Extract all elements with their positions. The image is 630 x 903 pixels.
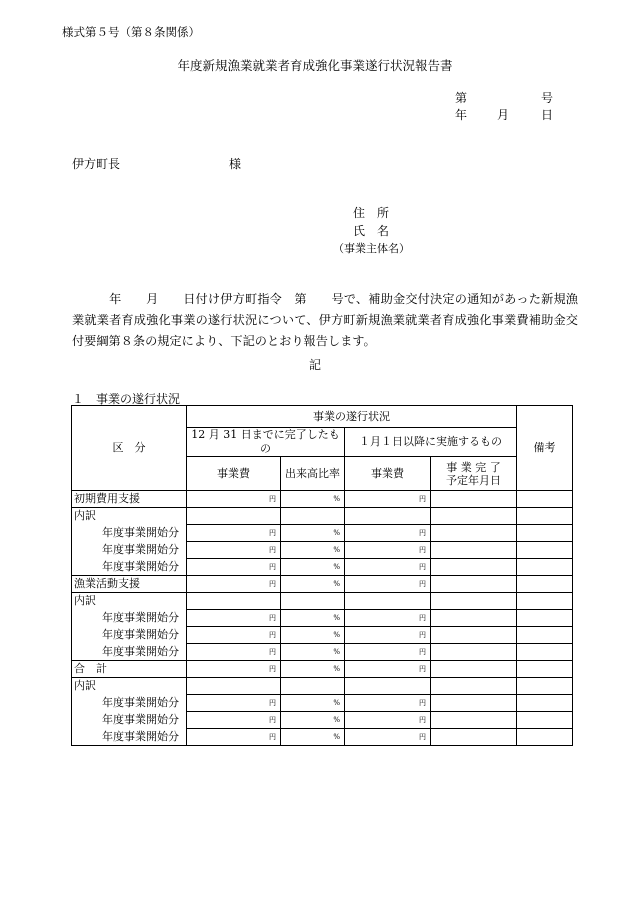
blank-cell xyxy=(517,508,573,525)
item-label: 年度事業開始分 xyxy=(72,559,187,576)
cost2-cell: 円 xyxy=(345,542,431,559)
blank-cell xyxy=(431,508,517,525)
blank-cell xyxy=(517,678,573,695)
item-label: 年度事業開始分 xyxy=(72,729,187,746)
doc-number-dai: 第 xyxy=(455,91,468,105)
applicant-address-label: 住 所 xyxy=(353,206,390,220)
remarks-cell xyxy=(517,627,573,644)
col-completion: 事 業 完 了 予定年月日 xyxy=(431,457,517,491)
table-row xyxy=(72,593,573,610)
table-row xyxy=(72,627,573,644)
form-number: 様式第５号（第８条関係） xyxy=(62,25,200,39)
remarks-cell xyxy=(517,525,573,542)
cost-cell: 円 xyxy=(187,644,281,661)
cost2-cell: 円 xyxy=(345,644,431,661)
item-label: 年度事業開始分 xyxy=(72,712,187,729)
completion-cell xyxy=(431,491,517,508)
blank-cell xyxy=(431,678,517,695)
col-cost: 事業費 xyxy=(187,457,281,491)
table-row xyxy=(72,712,573,729)
cost2-cell: 円 xyxy=(345,729,431,746)
completion-cell xyxy=(431,712,517,729)
completion-cell xyxy=(431,559,517,576)
group-label: 初期費用支援 xyxy=(72,491,187,508)
progress-cell: % xyxy=(281,712,345,729)
table-row xyxy=(72,644,573,661)
item-label: 年度事業開始分 xyxy=(72,695,187,712)
progress-cell: % xyxy=(281,627,345,644)
cost2-cell: 円 xyxy=(345,627,431,644)
col-progress: 出来高比率 xyxy=(281,457,345,491)
cost-cell: 円 xyxy=(187,695,281,712)
blank-cell xyxy=(345,508,431,525)
table-row xyxy=(72,542,573,559)
ki-marker: 記 xyxy=(308,358,321,372)
blank-cell xyxy=(187,593,281,610)
completion-cell xyxy=(431,610,517,627)
table-row xyxy=(72,525,573,542)
breakdown-label: 内訳 xyxy=(72,678,187,695)
cost-cell: 円 xyxy=(187,661,281,678)
cost-cell: 円 xyxy=(187,525,281,542)
cost2-cell: 円 xyxy=(345,695,431,712)
item-label: 年度事業開始分 xyxy=(72,610,187,627)
table-row xyxy=(72,559,573,576)
blank-cell xyxy=(187,508,281,525)
progress-cell: % xyxy=(281,576,345,593)
remarks-cell xyxy=(517,491,573,508)
remarks-cell xyxy=(517,610,573,627)
cost2-cell: 円 xyxy=(345,559,431,576)
applicant-entity-note: （事業主体名） xyxy=(333,242,410,255)
cost2-cell: 円 xyxy=(345,576,431,593)
progress-cell: % xyxy=(281,559,345,576)
table-row xyxy=(72,508,573,525)
progress-cell: % xyxy=(281,525,345,542)
progress-cell: % xyxy=(281,644,345,661)
group-label: 漁業活動支援 xyxy=(72,576,187,593)
item-label: 年度事業開始分 xyxy=(72,542,187,559)
remarks-cell xyxy=(517,559,573,576)
blank-cell xyxy=(345,593,431,610)
cost2-cell: 円 xyxy=(345,491,431,508)
blank-cell xyxy=(187,678,281,695)
table-row xyxy=(72,610,573,627)
table-row xyxy=(72,491,573,508)
section-heading: １ 事業の遂行状況 xyxy=(72,392,181,406)
cost-cell: 円 xyxy=(187,610,281,627)
blank-cell xyxy=(345,678,431,695)
group-label: 合 計 xyxy=(72,661,187,678)
addressee-name: 伊方町長 xyxy=(72,157,121,171)
cost2-cell: 円 xyxy=(345,661,431,678)
date-year: 年 xyxy=(455,108,468,122)
item-label: 年度事業開始分 xyxy=(72,525,187,542)
category-header: 区 分 xyxy=(72,406,187,491)
completion-cell xyxy=(431,661,517,678)
cost-cell: 円 xyxy=(187,627,281,644)
cost2-cell: 円 xyxy=(345,712,431,729)
table-body xyxy=(72,491,573,746)
remarks-cell xyxy=(517,542,573,559)
completion-cell xyxy=(431,644,517,661)
completion-cell xyxy=(431,542,517,559)
progress-cell: % xyxy=(281,729,345,746)
blank-cell xyxy=(431,593,517,610)
body-text: 年 月 日付け伊方町指令 第 号で、補助金交付決定の通知があった新規漁業就業者育成強化事業の遂行状況について、伊方町新規漁業就業者育成強化事業費補助金交付要綱第８条の規定により、下記のとおり報告します。 xyxy=(72,292,578,348)
col-cost2: 事業費 xyxy=(345,457,431,491)
remarks-cell xyxy=(517,712,573,729)
date-day: 日 xyxy=(541,108,554,122)
blank-cell xyxy=(517,593,573,610)
progress-cell: % xyxy=(281,695,345,712)
remarks-cell xyxy=(517,661,573,678)
addressee xyxy=(72,155,242,172)
cost-cell: 円 xyxy=(187,491,281,508)
applicant-name-label: 氏 名 xyxy=(353,224,390,238)
cost-cell: 円 xyxy=(187,559,281,576)
item-label: 年度事業開始分 xyxy=(72,627,187,644)
cost-cell: 円 xyxy=(187,576,281,593)
table-row xyxy=(72,576,573,593)
blank-cell xyxy=(281,593,345,610)
addressee-honorific: 様 xyxy=(229,157,242,171)
progress-cell: % xyxy=(281,542,345,559)
table-row xyxy=(72,695,573,712)
progress-cell: % xyxy=(281,610,345,627)
cost-cell: 円 xyxy=(187,542,281,559)
table-row xyxy=(72,678,573,695)
period2-header: １月１日以降に実施するもの xyxy=(345,428,517,457)
status-table xyxy=(71,405,573,746)
completion-cell xyxy=(431,525,517,542)
table-row xyxy=(72,729,573,746)
period1-header: 12 月 31 日までに完了したもの xyxy=(187,428,345,457)
cost-cell: 円 xyxy=(187,712,281,729)
blank-cell xyxy=(281,508,345,525)
remarks-cell xyxy=(517,644,573,661)
item-label: 年度事業開始分 xyxy=(72,644,187,661)
progress-cell: % xyxy=(281,661,345,678)
status-header: 事業の遂行状況 xyxy=(187,406,517,428)
completion-cell xyxy=(431,695,517,712)
date-month: 月 xyxy=(497,108,510,122)
completion-cell xyxy=(431,627,517,644)
doc-number-go: 号 xyxy=(541,91,554,105)
cost2-cell: 円 xyxy=(345,610,431,627)
remarks-cell xyxy=(517,695,573,712)
table-row xyxy=(72,661,573,678)
remarks-cell xyxy=(517,729,573,746)
breakdown-label: 内訳 xyxy=(72,508,187,525)
blank-cell xyxy=(281,678,345,695)
remarks-header: 備考 xyxy=(517,406,573,491)
progress-cell: % xyxy=(281,491,345,508)
document-title: 年度新規漁業就業者育成強化事業遂行状況報告書 xyxy=(177,58,453,73)
cost-cell: 円 xyxy=(187,729,281,746)
remarks-cell xyxy=(517,576,573,593)
completion-cell xyxy=(431,729,517,746)
completion-cell xyxy=(431,576,517,593)
cost2-cell: 円 xyxy=(345,525,431,542)
breakdown-label: 内訳 xyxy=(72,593,187,610)
